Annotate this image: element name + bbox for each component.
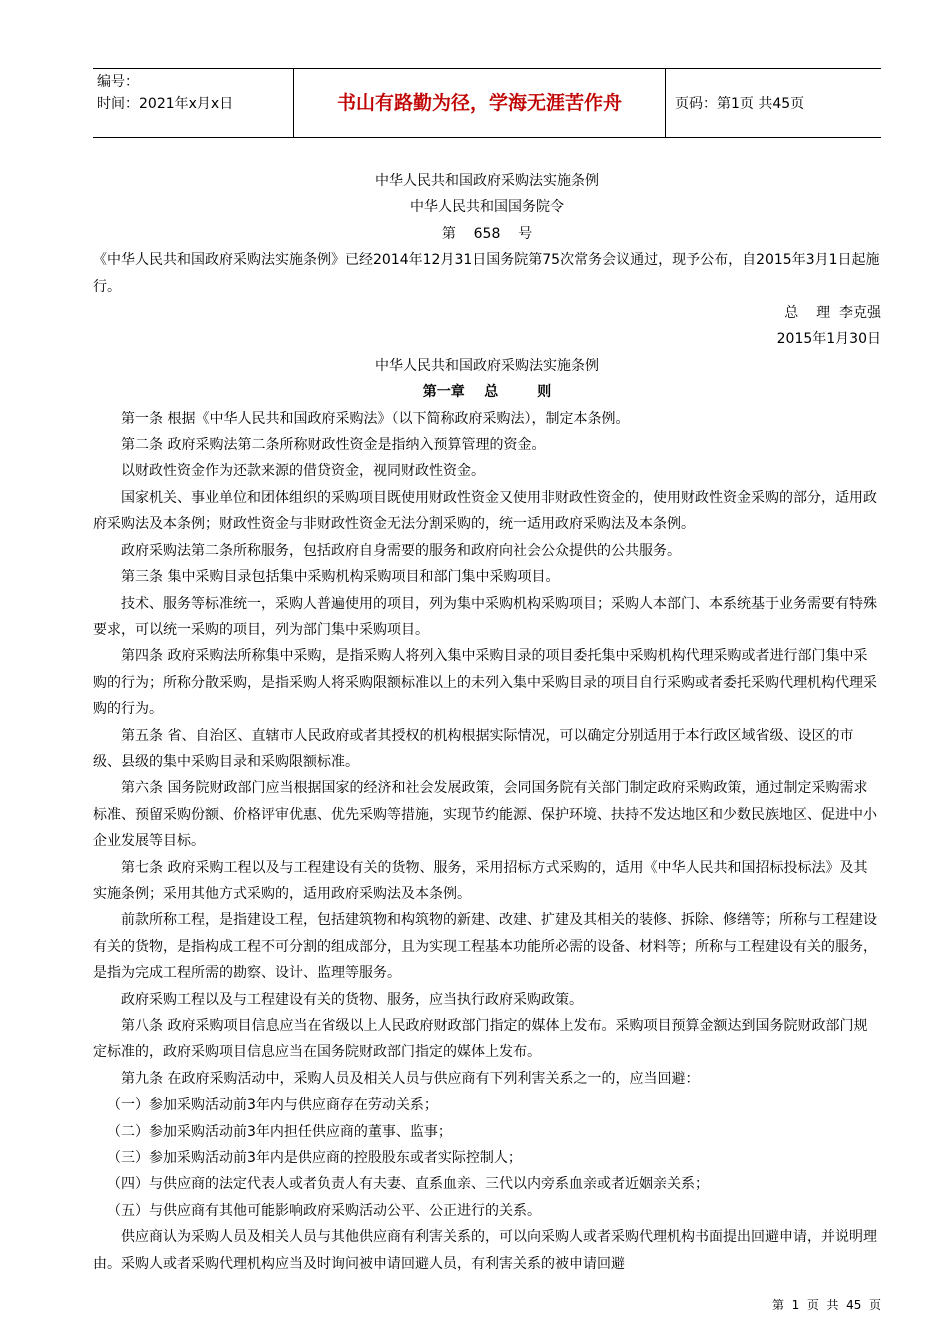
chapter-heading: 第一章 总 则 bbox=[422, 384, 552, 401]
time-label: 时间：2021年x月x日 bbox=[97, 96, 234, 112]
article-paragraph: 第三条 集中采购目录包括集中采购机构采购项目和部门集中采购项目。 bbox=[121, 569, 560, 586]
article-paragraph: 国家机关、事业单位和团体组织的采购项目既使用财政性资金又使用非财政性资金的，使用财政性资金采购的部分，适用政府采购法及本条例；财政性资金与非财政性资金无法分割采购的，统一适用政府采购法及本条例。 bbox=[93, 489, 877, 533]
article-paragraph: 第五条 省、自治区、直辖市人民政府或者其授权的机构根据实际情况，可以确定分别适用于本行政区域省级、设区的市级、县级的集中采购目录和采购限额标准。 bbox=[93, 727, 854, 770]
page-footer: 第 1 页 共 45 页 bbox=[771, 1298, 881, 1312]
article-paragraph: 第八条 政府采购项目信息应当在省级以上人民政府财政部门指定的媒体上发布。采购项目预算金额达到国务院财政部门规定标准的，政府采购项目信息应当在国务院财政部门指定的媒体上发布。 bbox=[93, 1018, 868, 1061]
article-paragraph: 第六条 国务院财政部门应当根据国家的经济和社会发展政策，会同国务院有关部门制定政府采购政策，通过制定采购需求标准、预留采购份额、价格评审优惠、优先采购等措施，实现节约能源、保护环境、扶持不发达地区和少数民族地区、促进中小企业发展等目标。 bbox=[93, 780, 877, 850]
doc-title: 中华人民共和国政府采购法实施条例 bbox=[375, 173, 599, 189]
article-paragraph: 政府采购法第二条所称服务，包括政府自身需要的服务和政府向社会公众提供的公共服务。 bbox=[121, 542, 681, 559]
article-paragraph: 第九条 在政府采购活动中，采购人员及相关人员与供应商有下列利害关系之一的，应当回避： bbox=[121, 1070, 700, 1087]
header-motto: 书山有路勤为径，学海无涯苦作舟 bbox=[336, 92, 622, 114]
document-body bbox=[93, 168, 881, 1277]
header-meta bbox=[97, 71, 293, 115]
page-header bbox=[93, 68, 881, 138]
list-item: （四）与供应商的法定代表人或者负责人有夫妻、直系血亲、三代以内旁系血亲或者近姻亲关系； bbox=[107, 1176, 709, 1193]
number-label: 编号： bbox=[97, 74, 139, 90]
list-item: （二）参加采购活动前3年内担任供应商的董事、监事； bbox=[107, 1123, 452, 1140]
signer: 总 理 李克强 bbox=[784, 305, 881, 322]
list-item: （三）参加采购活动前3年内是供应商的控股股东或者实际控制人； bbox=[107, 1150, 522, 1167]
regulation-title: 中华人民共和国政府采购法实施条例 bbox=[375, 357, 599, 374]
list-item: （一）参加采购活动前3年内与供应商存在劳动关系； bbox=[107, 1097, 438, 1114]
article-paragraph: 以财政性资金作为还款来源的借贷资金，视同财政性资金。 bbox=[121, 463, 485, 480]
article-paragraph: 政府采购工程以及与工程建设有关的货物、服务，应当执行政府采购政策。 bbox=[121, 991, 583, 1008]
decree-issuer: 中华人民共和国国务院令 bbox=[410, 199, 564, 216]
header-divider bbox=[665, 69, 666, 137]
article-paragraph: 第七条 政府采购工程以及与工程建设有关的货物、服务，采用招标方式采购的，适用《中华人民共和国招标投标法》及其实施条例；采用其他方式采购的，适用政府采购法及本条例。 bbox=[93, 859, 868, 902]
article-paragraph: 前款所称工程，是指建设工程，包括建筑物和构筑物的新建、改建、扩建及其相关的装修、拆除、修缮等；所称与工程建设有关的货物，是指构成工程不可分割的组成部分，且为实现工程基本功能所必需的设备、材料等；所称与工程建设有关的服务，是指为完成工程所需的勘察、设计、监理等服务。 bbox=[93, 912, 877, 982]
article-paragraph: 供应商认为采购人员及相关人员与其他供应商有利害关系的，可以向采购人或者采购代理机构书面提出回避申请，并说明理由。采购人或者采购代理机构应当及时询问被申请回避人员，有利害关系的被申请回避 bbox=[93, 1229, 877, 1272]
article-paragraph: 第一条 根据《中华人民共和国政府采购法》（以下简称政府采购法），制定本条例。 bbox=[121, 410, 630, 427]
list-item: （五）与供应商有其他可能影响政府采购活动公平、公正进行的关系。 bbox=[107, 1202, 541, 1219]
article-paragraph: 第二条 政府采购法第二条所称财政性资金是指纳入预算管理的资金。 bbox=[121, 437, 546, 454]
sign-date: 2015年1月30日 bbox=[776, 331, 881, 348]
decree-number: 第 658 号 bbox=[441, 225, 533, 242]
article-paragraph: 技术、服务等标准统一，采购人普遍使用的项目，列为集中采购机构采购项目；采购人本部门、本系统基于业务需要有特殊要求，可以统一采购的项目，列为部门集中采购项目。 bbox=[93, 595, 877, 638]
header-page-info: 页码：第1页 共45页 bbox=[675, 96, 805, 112]
announcement: 《中华人民共和国政府采购法实施条例》已经2014年12月31日国务院第75次常务会议通过，现予公布，自2015年3月1日起施行。 bbox=[93, 252, 880, 295]
article-paragraph: 第四条 政府采购法所称集中采购，是指采购人将列入集中采购目录的项目委托集中采购机构代理采购或者进行部门集中采购的行为；所称分散采购，是指采购人将采购限额标准以上的未列入集中采购目录的项目自行采购或者委托采购代理机构代理采购的行为。 bbox=[93, 648, 877, 718]
